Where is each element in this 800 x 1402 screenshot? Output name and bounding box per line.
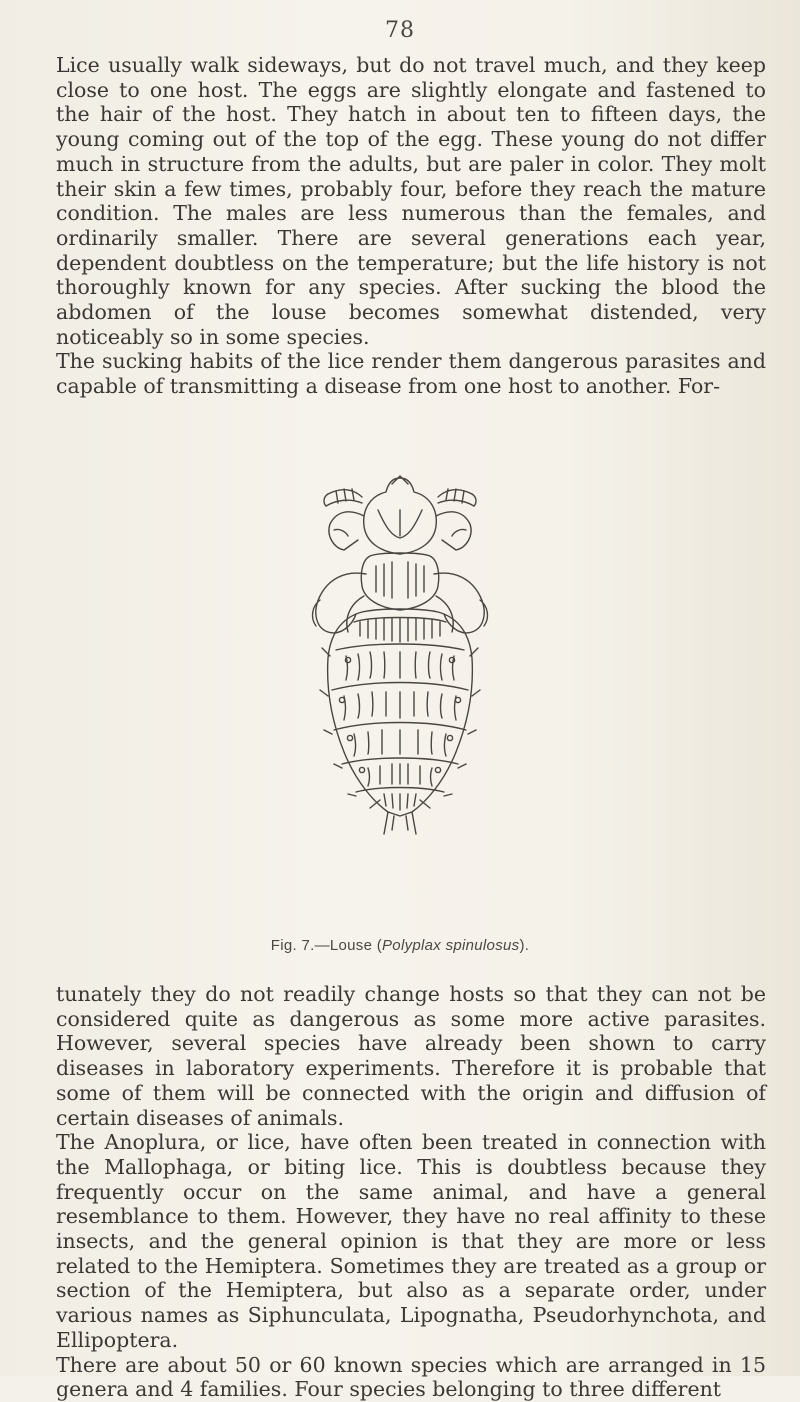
caption-species: Polyplax spinulosus bbox=[382, 937, 520, 954]
caption-suffix: ). bbox=[519, 937, 530, 954]
louse-drawing bbox=[300, 360, 500, 920]
paragraph: tunately they do not readily change hosts so that they can not be considered quite as dangerous as some more active parasites. However, several species have already been shown to carry diseases in laboratory experiments. Therefore it is probable that some of them will be connected with the origin and diffusion of certain diseases of animals. bbox=[56, 982, 766, 1130]
text-block-top bbox=[56, 53, 766, 399]
figure-caption bbox=[0, 937, 800, 954]
page-number: 78 bbox=[385, 18, 415, 43]
text-block-bottom bbox=[56, 982, 766, 1402]
paragraph: The sucking habits of the lice render them dangerous parasites and capable of transmitting a disease from one host to another. For- bbox=[56, 349, 766, 399]
louse-illustration bbox=[300, 360, 500, 920]
paragraph: Lice usually walk sideways, but do not travel much, and they keep close to one host. The eggs are slightly elongate and fastened to the hair of the host. They hatch in about ten to fifteen days, the young coming out of the top of the egg. These young do not differ much in structure from the adults, but are paler in color. They molt their skin a few times, probably four, before they reach the mature condition. The males are less numerous than the females, and ordinarily smaller. There are several generations each year, dependent doubtless on the temperature; but the life history is not thoroughly known for any species. After sucking the blood the abdomen of the louse becomes somewhat distended, very noticeably so in some species. bbox=[56, 53, 766, 349]
paragraph: There are about 50 or 60 known species which are arranged in 15 genera and 4 families. Four species belonging to three different bbox=[56, 1352, 766, 1402]
caption-prefix: Fig. 7.—Louse ( bbox=[270, 937, 382, 954]
paragraph: The Anoplura, or lice, have often been treated in connection with the Mallophaga, or biting lice. This is doubtless because they frequently occur on the same animal, and have a general resemblance to them. However, they have no real affinity to these insects, and the general opinion is that they are more or less related to the Hemiptera. Sometimes they are treated as a group or section of the Hemiptera, but also as a separate order, under various names as Siphunculata, Lipognatha, Pseudorhynchota, and Ellipoptera. bbox=[56, 1130, 766, 1352]
